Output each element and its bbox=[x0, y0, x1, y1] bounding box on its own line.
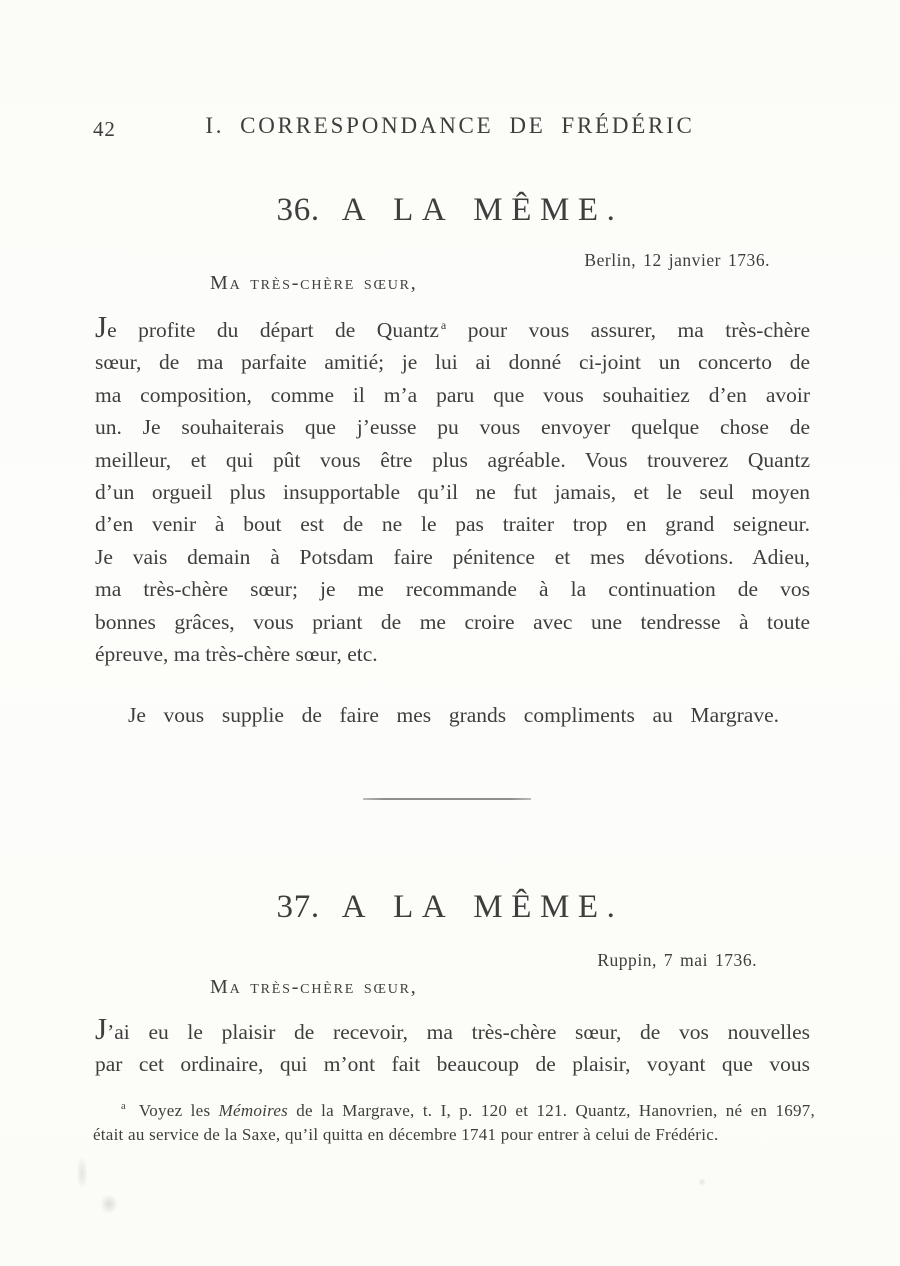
letter-37-heading bbox=[0, 891, 900, 924]
body-lines bbox=[95, 346, 810, 638]
body-text-segment: pour vous assurer, ma très-chère bbox=[446, 318, 811, 342]
scan-smudge bbox=[698, 1178, 706, 1186]
body-line: par cet ordinaire, qui m’ont fait beaucoup de plaisir, voyant que vous bbox=[95, 1052, 810, 1077]
body-line-first bbox=[95, 1011, 810, 1048]
letter-37-dateline: Ruppin, 7 mai 1736. bbox=[597, 950, 757, 970]
footnote-marker: a bbox=[440, 317, 447, 332]
footnote bbox=[93, 1099, 815, 1146]
body-line: meilleur, et qui pût vous être plus agréable. Vous trouverez Quantz bbox=[95, 447, 810, 472]
body-line: un. Je souhaiterais que j’eusse pu vous envoyer quelque chose de bbox=[95, 415, 810, 440]
letter-number: 36. bbox=[276, 192, 320, 228]
scan-smudge bbox=[100, 1194, 118, 1214]
letter-37-body bbox=[95, 1011, 810, 1081]
body-line-last: épreuve, ma très-chère sœur, etc. bbox=[95, 642, 378, 667]
page-number: 42 bbox=[93, 117, 116, 141]
body-line: ma très-chère sœur; je me recommande à la continuation de vos bbox=[95, 577, 810, 602]
letter-37-salutation: Ma très-chère sœur, bbox=[210, 976, 418, 998]
running-header: I. CORRESPONDANCE DE FRÉDÉRIC bbox=[205, 113, 695, 138]
body-line: ma composition, comme il m’a paru que vous souhaitiez d’en avoir bbox=[95, 382, 810, 407]
body-line: d’en venir à bout est de ne le pas traiter trop en grand seigneur. bbox=[95, 512, 810, 537]
body-line: Je vais demain à Potsdam faire pénitence et mes dévotions. Adieu, bbox=[95, 544, 810, 569]
footnote-italic-title: Mémoires bbox=[218, 1101, 289, 1120]
letter-36-dateline: Berlin, 12 janvier 1736. bbox=[584, 250, 770, 270]
letter-number: 37. bbox=[276, 889, 320, 925]
letter-36-heading bbox=[0, 194, 900, 227]
letter-36-salutation: Ma très-chère sœur, bbox=[210, 272, 418, 294]
body-line: bonnes grâces, vous priant de me croire avec une tendresse à toute bbox=[95, 609, 810, 634]
letter-title: A LA MÊME. bbox=[341, 889, 624, 925]
letter-36-body bbox=[95, 309, 811, 670]
footnote-text-segment: Voyez les bbox=[138, 1101, 219, 1120]
body-line-first bbox=[95, 309, 811, 346]
scan-smudge bbox=[76, 1156, 88, 1190]
initial-capital: J bbox=[95, 1011, 108, 1046]
body-line: sœur, de ma parfaite amitié; je lui ai donné ci-joint un concerto de bbox=[95, 350, 810, 375]
footnote-marker: a bbox=[121, 1101, 126, 1113]
body-text-segment: e profite du départ de Quantz bbox=[107, 318, 439, 342]
letter-title: A LA MÊME. bbox=[341, 192, 624, 228]
section-divider bbox=[363, 798, 531, 800]
letter-36-postscript: Je vous supplie de faire mes grands compliments au Margrave. bbox=[128, 703, 779, 727]
body-text-segment: ’ai eu le plaisir de recevoir, ma très-chère sœur, de vos nouvelles bbox=[107, 1020, 810, 1044]
body-lines bbox=[95, 1048, 810, 1080]
footnote-line: était au service de la Saxe, qu’il quitta en décembre 1741 pour entrer à celui de Frédéric. bbox=[93, 1124, 719, 1144]
body-line: d’un orgueil plus insupportable qu’il ne fut jamais, et le seul moyen bbox=[95, 480, 810, 505]
footnote-line bbox=[93, 1099, 815, 1123]
initial-capital: J bbox=[95, 309, 108, 344]
footnote-text-segment: de la Margrave, t. I, p. 120 et 121. Quantz, Hanovrien, né en 1697, bbox=[288, 1101, 815, 1120]
